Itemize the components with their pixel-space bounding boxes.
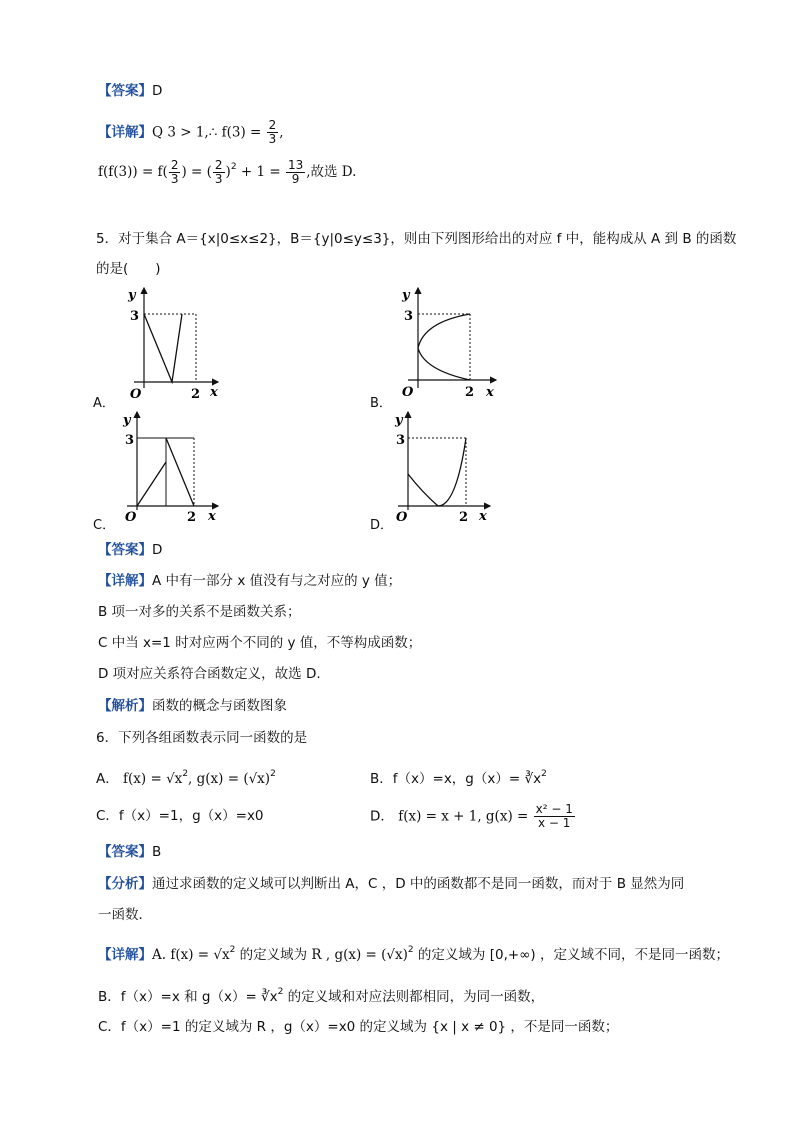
option-d-label: D． [370,518,394,533]
q6-fenxi-line1: 【分析】通过求函数的定义域可以判断出 A，C ，D 中的函数都不是同一函数，而对于 B 显然为同 [98,876,685,892]
q4-answer-line [98,82,162,100]
tick-3: 3 [130,309,140,324]
q6-detail-a: 【详解】A. $f(x) = √x^2$ 的定义域为 R , $g(x) = (√x)^2$ 的定义域为 [0,+∞) ，定义域不同，不是同一函数； [98,945,729,963]
svg-text:3: 3 [125,433,135,448]
svg-text:O: O [396,510,408,525]
origin-label: O [130,387,142,402]
svg-text:3: 3 [396,433,406,448]
x-label: x [210,385,218,400]
q5-detail-line1: 【详解】A 中有一部分 x 值没有与之对应的 y 值； [98,573,402,589]
q6-option-b: B．f（x）=x，$g(x)= ∛x^2$ [370,769,547,787]
q5-stem-line2: 的是( ) [96,261,161,277]
option-b-label: B． [370,396,392,411]
q5-detail-line3: C 中当 x=1 时对应两个不同的 y 值，不等构成函数； [98,635,422,651]
svg-text:y: y [402,288,410,303]
q6-stem: 6．下列各组函数表示同一函数的是 [96,730,308,746]
svg-text:3: 3 [404,309,414,324]
svg-text:x: x [208,509,216,524]
curve [418,314,470,380]
q6-option-a: A． $f(x) = √x^2$, $g(x) = (√x)^2$ [96,769,276,787]
graph-d [366,408,516,526]
curve [408,438,466,506]
q4-detail-line2: f(f(3)) = f( $\frac{2}{3}$ ) = ( $\frac{2}{3}$ )$^2$ + 1 = $\frac{13}{9}$ ,故选 D. [98,157,357,186]
graph-a [90,284,240,406]
curve [137,462,166,506]
y-label: y [128,288,136,303]
svg-text:2: 2 [459,510,469,525]
curve [144,314,182,382]
svg-text:x: x [486,385,494,400]
q4-formula-1: Q 3 > 1,∴ f(3) = [152,124,262,141]
q5-detail-line4: D 项对应关系符合函数定义，故选 D. [98,666,321,682]
graph-b [366,284,516,406]
q6-fenxi-line2: 一函数． [98,907,152,923]
detail-tag: 【详解】 [98,124,152,141]
svg-text:y: y [395,413,403,428]
q6-detail-c: C．f（x）=1 的定义域为 R ，g（x）=x0 的定义域为 {x | x ≠ 0} ，不是同一函数； [98,1019,619,1035]
q6-answer-line: 【答案】B [98,844,162,860]
q6-option-d: D． f(x) = x + 1, g(x) = $\frac{\text{x² − 1}}{x - 1}$ [370,802,573,830]
q4-frac-1: $\frac{2}{3}$ [268,118,277,146]
q5-analysis-line: 【解析】函数的概念与函数图象 [98,698,287,714]
q5-answer-line: 【答案】D [98,542,163,558]
q4-detail-line1: 【详解】Q 3 > 1,∴ f(3) = $\frac{2}{3}$ , [98,118,284,146]
svg-text:y: y [123,413,131,428]
q5-stem-line1: 5．对于集合 A＝{x|0≤x≤2}，B＝{y|0≤y≤3}，则由下列图形给出的对应 f 中，能构成从 A 到 B 的函数 [96,231,737,247]
option-a-label: A． [93,396,115,411]
q6-option-c: C．f（x）=1，g（x）=x0 [96,808,264,824]
tick-2: 2 [191,387,201,402]
svg-text:x: x [479,509,487,524]
q5-detail-line2: B 项一对多的关系不是函数关系； [98,604,301,620]
answer-tag: 【答案】 [98,83,152,99]
q6-detail-b: B．f（x）=x 和 $g(x)= ∛x^2$ 的定义域和对应法则都相同，为同一函数， [98,987,545,1005]
svg-text:2: 2 [187,510,197,525]
graph-c [90,408,240,526]
answer-value: D [152,83,163,99]
option-c-label: C． [93,518,116,533]
svg-text:2: 2 [465,385,475,400]
svg-text:O: O [125,510,137,525]
svg-text:O: O [402,385,414,400]
